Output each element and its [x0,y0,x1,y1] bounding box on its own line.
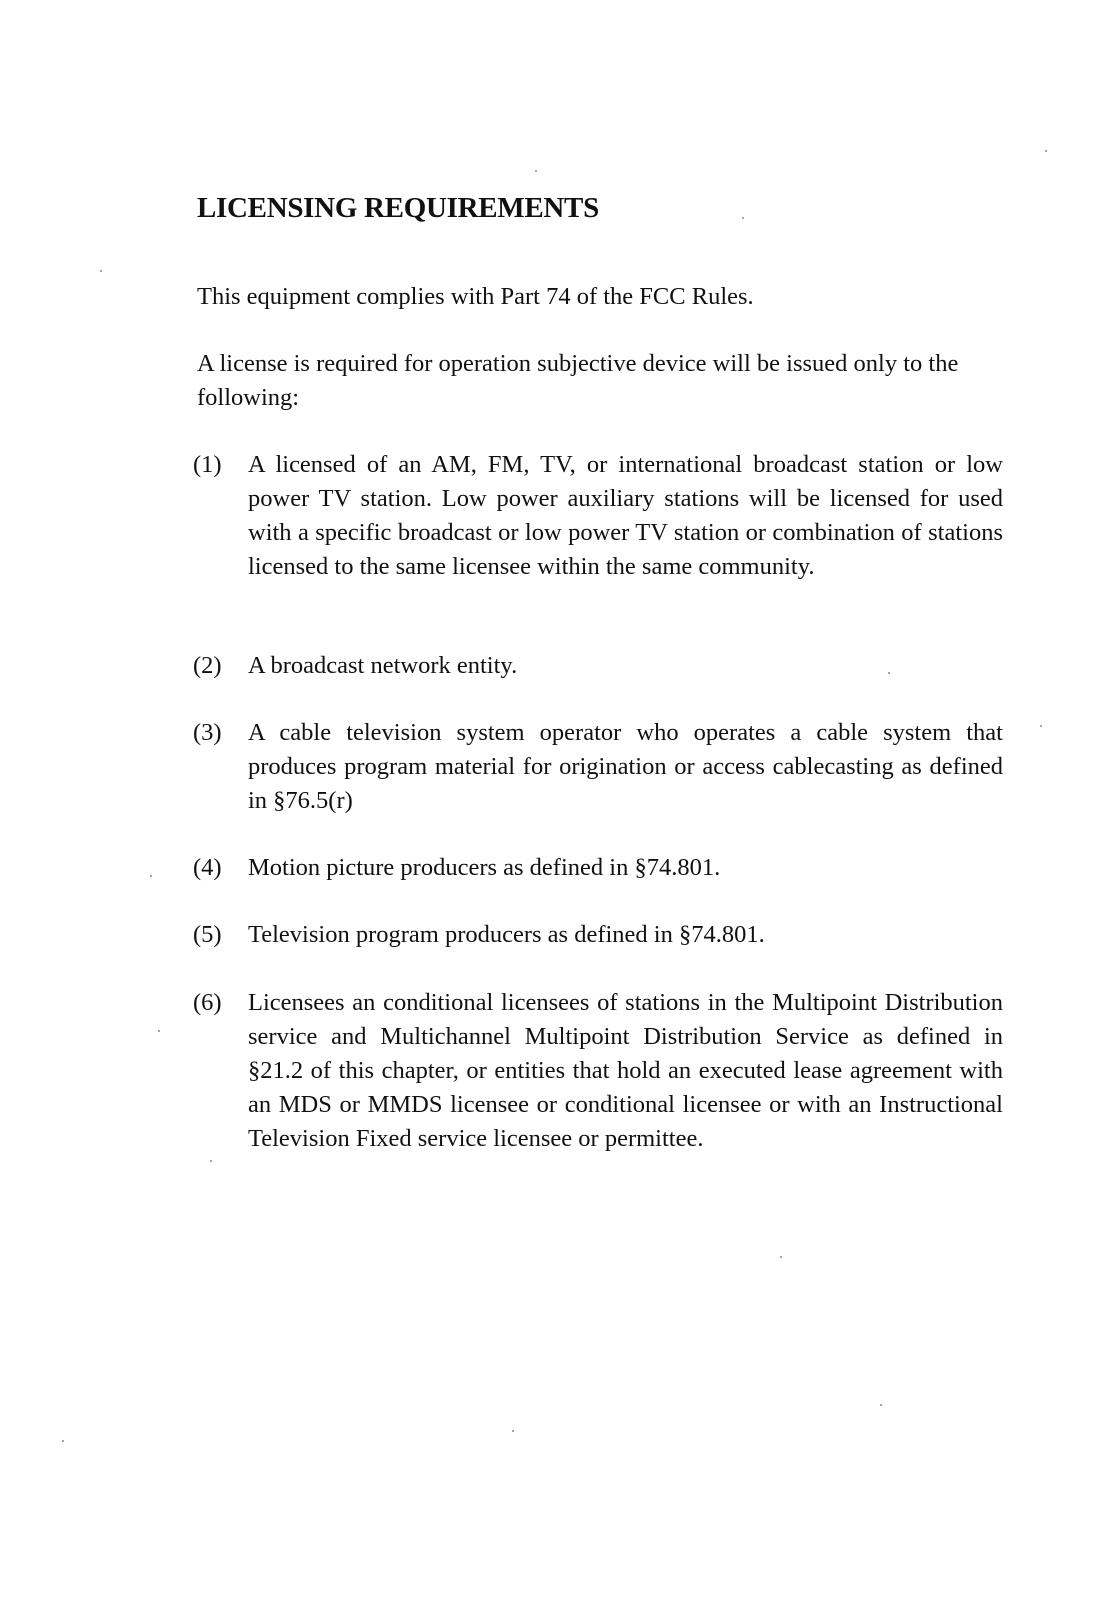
license-intro: A license is required for operation subjective device will be issued only to the following: [197,350,959,411]
scan-speck [210,1160,212,1162]
list-item-2 [193,649,1003,683]
list-item-number: (2) [193,652,222,679]
scan-speck [158,1030,160,1032]
scan-speck [512,1430,514,1432]
list-item-text: A broadcast network entity. [248,652,518,679]
list-item-number: (5) [193,921,222,948]
list-item-4 [193,851,1003,885]
list-item-1 [193,448,1003,584]
list-item-text: Licensees an conditional licensees of stations in the Multipoint Distribution service and Multichannel Multipoint Distribution Service as defined in §21.2 of this chapter, or entities that hold an executed lease agreement with an MDS or MMDS licensee or conditional licensee or with an Instructional Television Fixed service licensee or permittee. [248,989,1003,1152]
scan-speck [1045,150,1047,152]
list-item-text: Television program producers as defined in §74.801. [248,921,765,948]
scan-speck [100,270,102,272]
list-item-number: (6) [193,989,222,1016]
page-title: LICENSING REQUIREMENTS [197,192,599,224]
scan-speck [1040,725,1042,727]
list-item-3 [193,716,1003,818]
list-item-number: (3) [193,719,222,746]
scan-speck [150,875,152,877]
scan-speck [535,170,537,172]
list-item-number: (1) [193,451,222,478]
scan-speck [742,217,744,219]
list-item-text: A licensed of an AM, FM, TV, or international broadcast station or low power TV station. Low power auxiliary stations will be licensed for used with a specific broadcast or low power TV station or combination of stations licensed to the same licensee within the same community. [248,451,1003,580]
scan-speck [888,672,890,674]
scan-speck [62,1440,64,1442]
list-item-text: A cable television system operator who operates a cable system that produces program material for origination or access cablecasting as defined in §76.5(r) [248,719,1003,814]
list-item-5 [193,918,1003,952]
list-item-6 [193,986,1003,1156]
scan-speck [780,1256,782,1258]
compliance-statement: This equipment complies with Part 74 of the FCC Rules. [197,283,754,310]
list-item-number: (4) [193,854,222,881]
scan-speck [880,1404,882,1406]
list-item-text: Motion picture producers as defined in §74.801. [248,854,721,881]
